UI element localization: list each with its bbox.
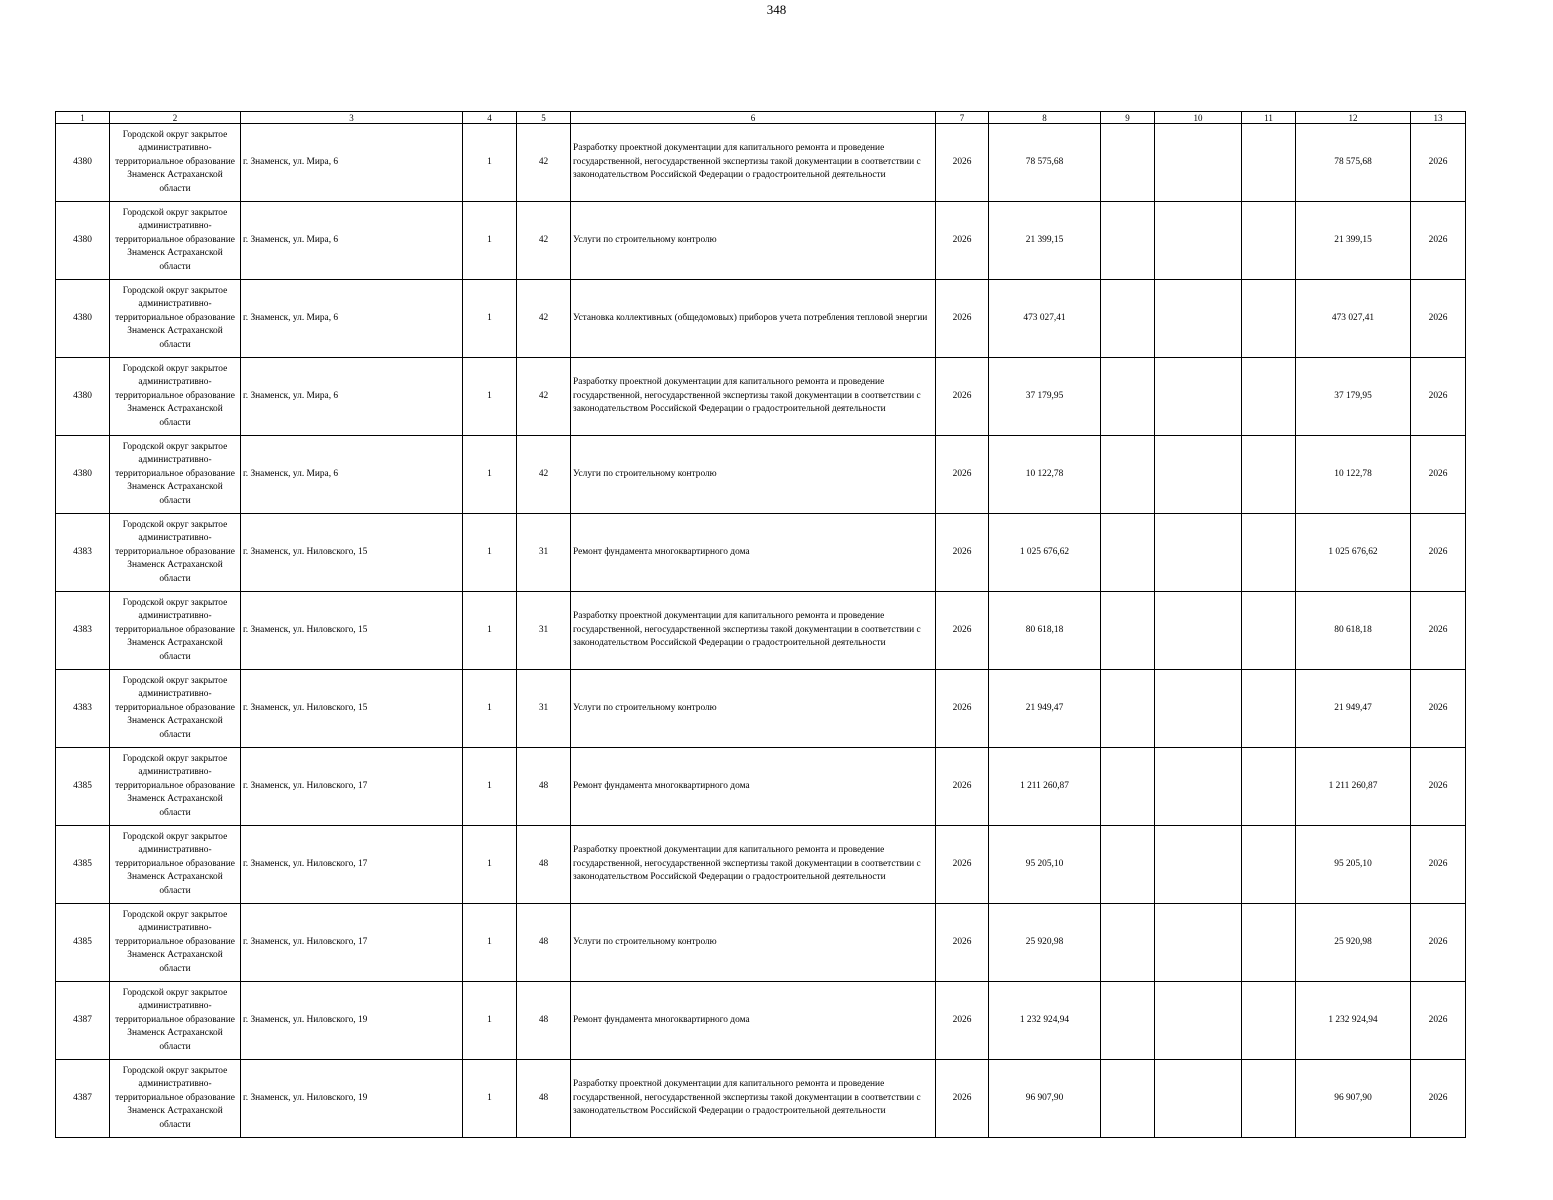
end-year-cell: 2026 [1411,670,1466,748]
total-cell: 473 027,41 [1296,280,1411,358]
year-cell: 2026 [936,1060,989,1138]
house-id-cell: 4383 [56,514,110,592]
municipality-cell: Городской округ закрытое административно-территориальное образование Знаменск Астраханской области [110,904,241,982]
house-id-cell: 4387 [56,1060,110,1138]
col9-cell [1101,436,1155,514]
column-header-3: 3 [241,112,463,124]
work-type-cell: Ремонт фундамента многоквартирного дома [571,982,936,1060]
total-cell: 10 122,78 [1296,436,1411,514]
col11-cell [1242,202,1296,280]
column-header-2: 2 [110,112,241,124]
col10-cell [1155,748,1242,826]
year-cell: 2026 [936,280,989,358]
col11-cell [1242,514,1296,592]
address-cell: г. Знаменск, ул. Мира, 6 [241,358,463,436]
total-cell: 1 232 924,94 [1296,982,1411,1060]
work-type-cell: Разработку проектной документации для капитального ремонта и проведение государственной, негосударственной экспертизы такой документации в соответствии с законодательством Российской Федерации о градостроительной деятельности [571,358,936,436]
cost-cell: 10 122,78 [989,436,1101,514]
address-cell: г. Знаменск, ул. Ниловского, 17 [241,826,463,904]
municipality-cell: Городской округ закрытое административно-территориальное образование Знаменск Астраханской области [110,592,241,670]
year-cell: 2026 [936,670,989,748]
col4-cell: 1 [463,826,517,904]
municipality-cell: Городской округ закрытое административно-территориальное образование Знаменск Астраханской области [110,1060,241,1138]
column-header-13: 13 [1411,112,1466,124]
work-type-cell: Разработку проектной документации для капитального ремонта и проведение государственной, негосударственной экспертизы такой документации в соответствии с законодательством Российской Федерации о градостроительной деятельности [571,826,936,904]
cost-cell: 96 907,90 [989,1060,1101,1138]
table-row [56,904,1466,982]
total-cell: 25 920,98 [1296,904,1411,982]
end-year-cell: 2026 [1411,202,1466,280]
house-id-cell: 4383 [56,592,110,670]
col9-cell [1101,826,1155,904]
municipality-cell: Городской округ закрытое административно-территориальное образование Знаменск Астраханской области [110,982,241,1060]
municipality-cell: Городской округ закрытое административно-территориальное образование Знаменск Астраханской области [110,358,241,436]
col9-cell [1101,670,1155,748]
column-header-1: 1 [56,112,110,124]
col10-cell [1155,202,1242,280]
col5-cell: 48 [517,982,571,1060]
house-id-cell: 4385 [56,748,110,826]
col5-cell: 42 [517,436,571,514]
end-year-cell: 2026 [1411,280,1466,358]
cost-cell: 95 205,10 [989,826,1101,904]
col10-cell [1155,514,1242,592]
col5-cell: 48 [517,1060,571,1138]
col11-cell [1242,358,1296,436]
house-id-cell: 4380 [56,202,110,280]
house-id-cell: 4380 [56,280,110,358]
end-year-cell: 2026 [1411,436,1466,514]
col9-cell [1101,904,1155,982]
col9-cell [1101,280,1155,358]
column-header-9: 9 [1101,112,1155,124]
col9-cell [1101,748,1155,826]
col4-cell: 1 [463,592,517,670]
house-id-cell: 4380 [56,358,110,436]
total-cell: 95 205,10 [1296,826,1411,904]
col4-cell: 1 [463,280,517,358]
col11-cell [1242,280,1296,358]
col5-cell: 42 [517,280,571,358]
year-cell: 2026 [936,592,989,670]
col5-cell: 31 [517,514,571,592]
work-type-cell: Услуги по строительному контролю [571,436,936,514]
col5-cell: 31 [517,592,571,670]
col11-cell [1242,982,1296,1060]
year-cell: 2026 [936,202,989,280]
col10-cell [1155,592,1242,670]
table-row [56,436,1466,514]
cost-cell: 1 025 676,62 [989,514,1101,592]
total-cell: 80 618,18 [1296,592,1411,670]
col5-cell: 48 [517,748,571,826]
cost-cell: 21 949,47 [989,670,1101,748]
col10-cell [1155,436,1242,514]
column-header-5: 5 [517,112,571,124]
municipality-cell: Городской округ закрытое административно-территориальное образование Знаменск Астраханской области [110,670,241,748]
table-row [56,826,1466,904]
col10-cell [1155,982,1242,1060]
col10-cell [1155,904,1242,982]
municipality-cell: Городской округ закрытое административно-территориальное образование Знаменск Астраханской области [110,826,241,904]
cost-cell: 21 399,15 [989,202,1101,280]
table-row [56,748,1466,826]
col10-cell [1155,1060,1242,1138]
cost-cell: 80 618,18 [989,592,1101,670]
year-cell: 2026 [936,826,989,904]
total-cell: 78 575,68 [1296,124,1411,202]
col11-cell [1242,592,1296,670]
address-cell: г. Знаменск, ул. Ниловского, 17 [241,904,463,982]
capital-repair-table [55,111,1466,1138]
year-cell: 2026 [936,982,989,1060]
col4-cell: 1 [463,124,517,202]
work-type-cell: Разработку проектной документации для капитального ремонта и проведение государственной, негосударственной экспертизы такой документации в соответствии с законодательством Российской Федерации о градостроительной деятельности [571,592,936,670]
col9-cell [1101,982,1155,1060]
column-header-4: 4 [463,112,517,124]
col5-cell: 42 [517,124,571,202]
end-year-cell: 2026 [1411,1060,1466,1138]
cost-cell: 78 575,68 [989,124,1101,202]
col4-cell: 1 [463,436,517,514]
address-cell: г. Знаменск, ул. Мира, 6 [241,280,463,358]
col4-cell: 1 [463,358,517,436]
year-cell: 2026 [936,748,989,826]
cost-cell: 1 232 924,94 [989,982,1101,1060]
col11-cell [1242,670,1296,748]
year-cell: 2026 [936,358,989,436]
address-cell: г. Знаменск, ул. Мира, 6 [241,436,463,514]
col11-cell [1242,748,1296,826]
col4-cell: 1 [463,1060,517,1138]
address-cell: г. Знаменск, ул. Мира, 6 [241,124,463,202]
municipality-cell: Городской округ закрытое административно-территориальное образование Знаменск Астраханской области [110,748,241,826]
table-row [56,124,1466,202]
col10-cell [1155,124,1242,202]
column-header-8: 8 [989,112,1101,124]
table-row [56,202,1466,280]
col10-cell [1155,670,1242,748]
table-row [56,358,1466,436]
header-row [56,112,1466,124]
house-id-cell: 4385 [56,904,110,982]
municipality-cell: Городской округ закрытое административно-территориальное образование Знаменск Астраханской области [110,202,241,280]
col4-cell: 1 [463,748,517,826]
col5-cell: 31 [517,670,571,748]
col10-cell [1155,358,1242,436]
col10-cell [1155,280,1242,358]
end-year-cell: 2026 [1411,826,1466,904]
table-row [56,280,1466,358]
column-header-7: 7 [936,112,989,124]
year-cell: 2026 [936,436,989,514]
total-cell: 96 907,90 [1296,1060,1411,1138]
col11-cell [1242,436,1296,514]
work-type-cell: Услуги по строительному контролю [571,904,936,982]
col5-cell: 48 [517,904,571,982]
cost-cell: 1 211 260,87 [989,748,1101,826]
col11-cell [1242,124,1296,202]
end-year-cell: 2026 [1411,514,1466,592]
work-type-cell: Ремонт фундамента многоквартирного дома [571,748,936,826]
table-row [56,592,1466,670]
end-year-cell: 2026 [1411,358,1466,436]
address-cell: г. Знаменск, ул. Ниловского, 15 [241,592,463,670]
column-header-12: 12 [1296,112,1411,124]
municipality-cell: Городской округ закрытое административно-территориальное образование Знаменск Астраханской области [110,436,241,514]
cost-cell: 37 179,95 [989,358,1101,436]
house-id-cell: 4385 [56,826,110,904]
municipality-cell: Городской округ закрытое административно-территориальное образование Знаменск Астраханской области [110,124,241,202]
col11-cell [1242,904,1296,982]
work-type-cell: Установка коллективных (общедомовых) приборов учета потребления тепловой энергии [571,280,936,358]
total-cell: 21 949,47 [1296,670,1411,748]
end-year-cell: 2026 [1411,904,1466,982]
col5-cell: 48 [517,826,571,904]
col9-cell [1101,1060,1155,1138]
table-row [56,514,1466,592]
table-row [56,1060,1466,1138]
cost-cell: 25 920,98 [989,904,1101,982]
col9-cell [1101,202,1155,280]
house-id-cell: 4383 [56,670,110,748]
col4-cell: 1 [463,670,517,748]
page-number: 348 [766,2,787,17]
cost-cell: 473 027,41 [989,280,1101,358]
column-header-10: 10 [1155,112,1242,124]
end-year-cell: 2026 [1411,592,1466,670]
table-row [56,982,1466,1060]
col4-cell: 1 [463,904,517,982]
municipality-cell: Городской округ закрытое административно-территориальное образование Знаменск Астраханской области [110,280,241,358]
column-header-11: 11 [1242,112,1296,124]
address-cell: г. Знаменск, ул. Ниловского, 19 [241,1060,463,1138]
work-type-cell: Разработку проектной документации для капитального ремонта и проведение государственной, негосударственной экспертизы такой документации в соответствии с законодательством Российской Федерации о градостроительной деятельности [571,1060,936,1138]
year-cell: 2026 [936,124,989,202]
house-id-cell: 4380 [56,436,110,514]
address-cell: г. Знаменск, ул. Ниловского, 15 [241,514,463,592]
col11-cell [1242,826,1296,904]
year-cell: 2026 [936,904,989,982]
col5-cell: 42 [517,202,571,280]
col9-cell [1101,514,1155,592]
col9-cell [1101,358,1155,436]
col4-cell: 1 [463,982,517,1060]
address-cell: г. Знаменск, ул. Мира, 6 [241,202,463,280]
col5-cell: 42 [517,358,571,436]
address-cell: г. Знаменск, ул. Ниловского, 17 [241,748,463,826]
col11-cell [1242,1060,1296,1138]
total-cell: 37 179,95 [1296,358,1411,436]
work-type-cell: Разработку проектной документации для капитального ремонта и проведение государственной, негосударственной экспертизы такой документации в соответствии с законодательством Российской Федерации о градостроительной деятельности [571,124,936,202]
address-cell: г. Знаменск, ул. Ниловского, 15 [241,670,463,748]
municipality-cell: Городской округ закрытое административно-территориальное образование Знаменск Астраханской области [110,514,241,592]
col4-cell: 1 [463,514,517,592]
end-year-cell: 2026 [1411,124,1466,202]
year-cell: 2026 [936,514,989,592]
total-cell: 1 025 676,62 [1296,514,1411,592]
work-type-cell: Услуги по строительному контролю [571,202,936,280]
total-cell: 21 399,15 [1296,202,1411,280]
end-year-cell: 2026 [1411,748,1466,826]
work-type-cell: Услуги по строительному контролю [571,670,936,748]
col9-cell [1101,124,1155,202]
table-body [56,124,1466,1138]
col4-cell: 1 [463,202,517,280]
col10-cell [1155,826,1242,904]
house-id-cell: 4380 [56,124,110,202]
col9-cell [1101,592,1155,670]
address-cell: г. Знаменск, ул. Ниловского, 19 [241,982,463,1060]
column-header-6: 6 [571,112,936,124]
end-year-cell: 2026 [1411,982,1466,1060]
work-type-cell: Ремонт фундамента многоквартирного дома [571,514,936,592]
total-cell: 1 211 260,87 [1296,748,1411,826]
house-id-cell: 4387 [56,982,110,1060]
table-row [56,670,1466,748]
column-number-header [56,112,1466,124]
